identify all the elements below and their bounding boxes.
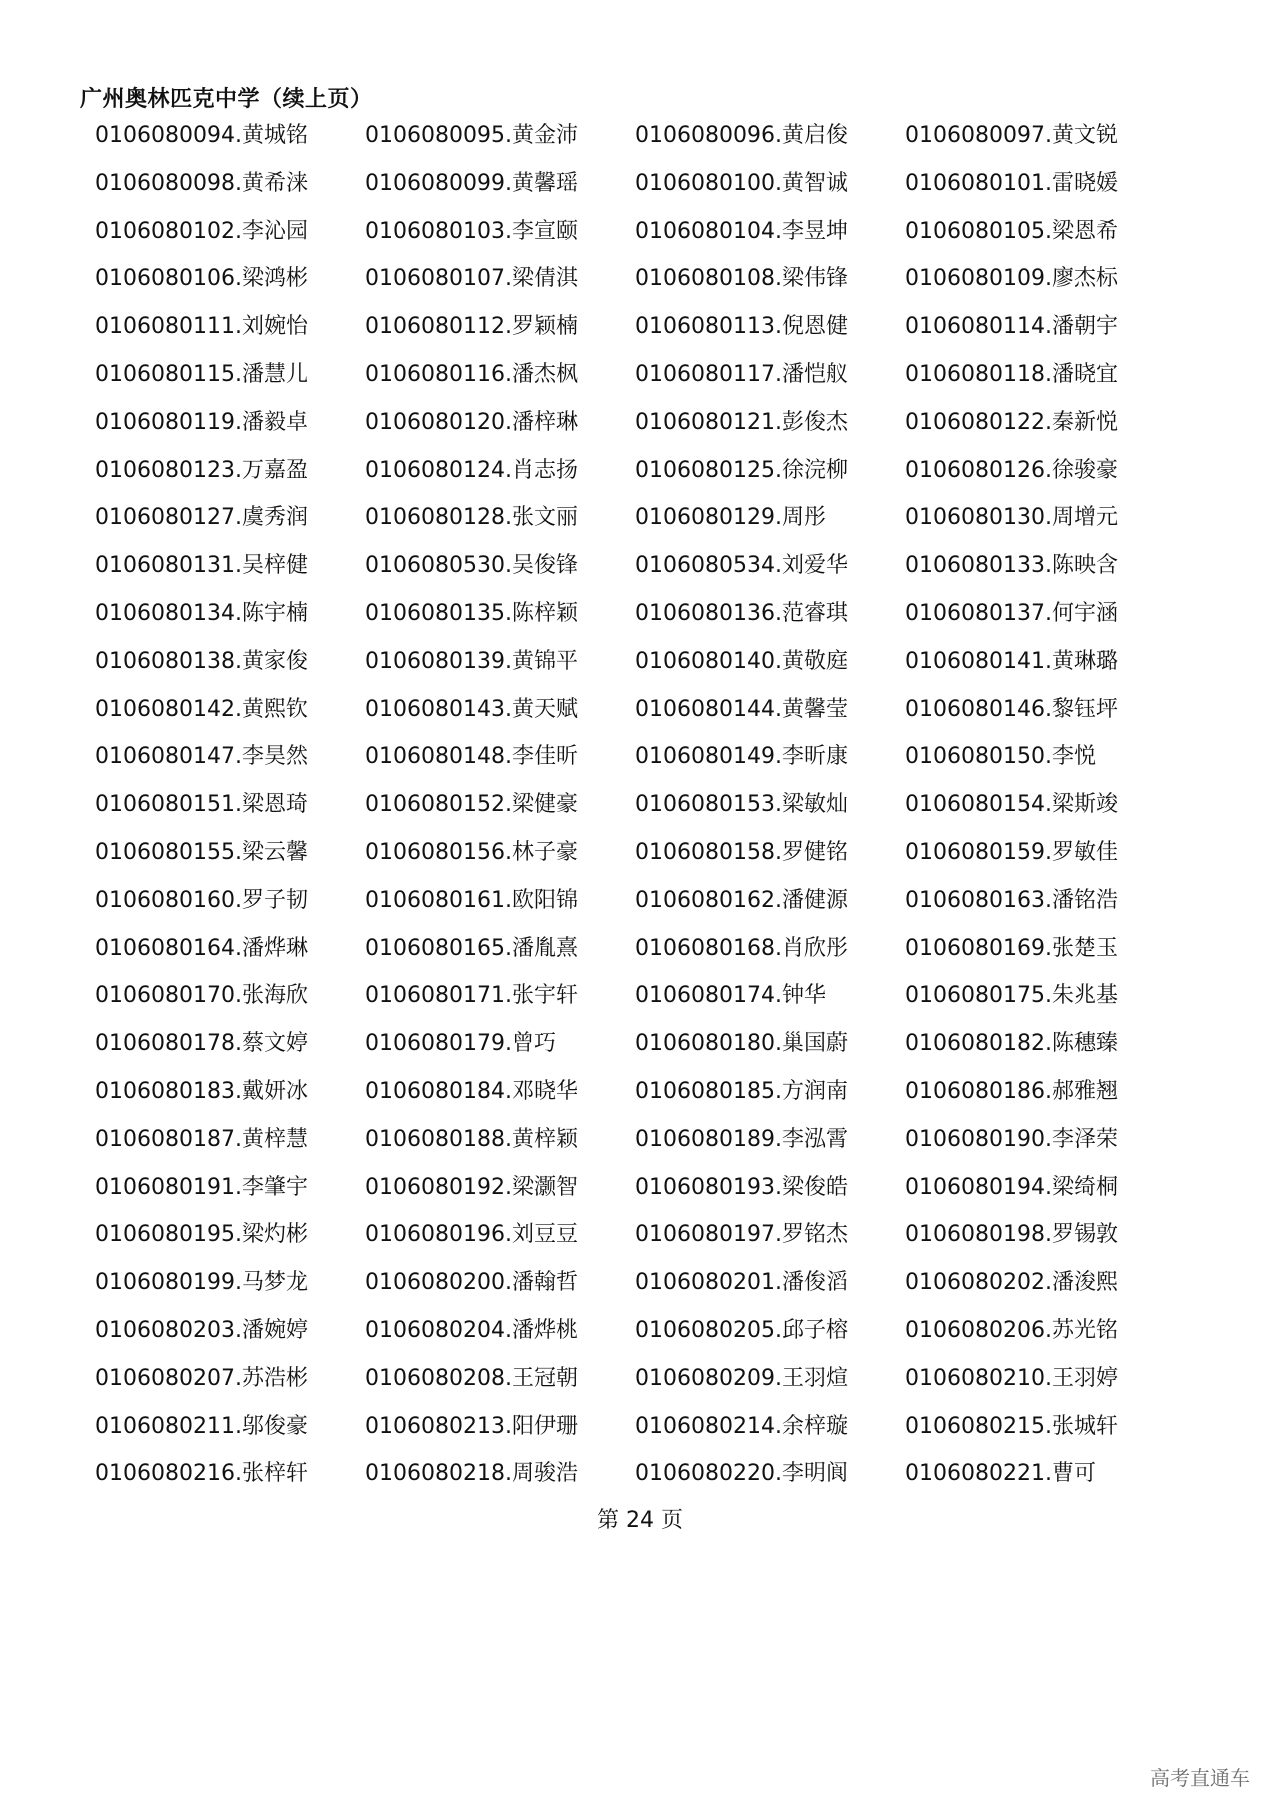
student-entry: 0106080107.梁倩淇: [365, 266, 578, 292]
student-entry: 0106080137.何宇涵: [905, 600, 1118, 626]
student-entry: 0106080197.罗铭杰: [635, 1222, 848, 1248]
student-entry: 0106080201.潘俊滔: [635, 1270, 848, 1296]
grid-row: [95, 1174, 1215, 1222]
student-entry: 0106080113.倪恩健: [635, 314, 848, 340]
grid-row: [95, 982, 1215, 1030]
grid-row: [95, 1269, 1215, 1317]
student-entry: 0106080111.刘婉怡: [95, 314, 308, 340]
grid-row: [95, 791, 1215, 839]
student-entry: 0106080214.余梓璇: [635, 1413, 848, 1439]
student-entry: 0106080207.苏浩彬: [95, 1365, 308, 1391]
student-entry: 0106080134.陈宇楠: [95, 600, 308, 626]
student-entry: 0106080192.梁灏智: [365, 1174, 578, 1200]
student-entry: 0106080189.李泓霄: [635, 1126, 848, 1152]
student-entry: 0106080106.梁鸿彬: [95, 266, 308, 292]
student-entry: 0106080095.黄金沛: [365, 123, 578, 148]
student-entry: 0106080175.朱兆基: [905, 983, 1118, 1009]
student-entry: 0106080097.黄文锐: [905, 123, 1118, 148]
student-entry: 0106080147.李昊然: [95, 744, 308, 770]
student-entry: 0106080123.万嘉盈: [95, 457, 308, 483]
grid-row: [95, 170, 1215, 218]
grid-row: [95, 1413, 1215, 1461]
student-entry: 0106080191.李肇宇: [95, 1174, 308, 1200]
student-entry: 0106080193.梁俊皓: [635, 1174, 848, 1200]
grid-row: [95, 265, 1215, 313]
grid-row: [95, 887, 1215, 935]
student-entry: 0106080199.马梦龙: [95, 1270, 308, 1296]
grid-row: [95, 600, 1215, 648]
student-entry: 0106080105.梁恩希: [905, 218, 1118, 244]
student-entry: 0106080153.梁敏灿: [635, 792, 848, 818]
student-entry: 0106080534.刘爱华: [635, 553, 848, 579]
student-entry: 0106080127.虞秀润: [95, 505, 308, 531]
grid-row: [95, 457, 1215, 505]
student-entry: 0106080187.黄梓慧: [95, 1126, 308, 1152]
student-entry: 0106080184.邓晓华: [365, 1078, 578, 1104]
student-entry: 0106080100.黄智诚: [635, 170, 848, 196]
student-entry: 0106080122.秦新悦: [905, 409, 1118, 435]
student-entry: 0106080152.梁健豪: [365, 792, 578, 818]
student-entry: 0106080183.戴妍冰: [95, 1078, 308, 1104]
student-entry: 0106080178.蔡文婷: [95, 1031, 308, 1057]
student-entry: 0106080169.张楚玉: [905, 935, 1118, 961]
student-entry: 0106080114.潘朝宇: [905, 314, 1118, 340]
student-entry: 0106080190.李泽荣: [905, 1126, 1118, 1152]
grid-row: [95, 935, 1215, 983]
student-entry: 0106080131.吴梓健: [95, 553, 308, 579]
student-entry: 0106080140.黄敬庭: [635, 648, 848, 674]
student-entry: 0106080117.潘恺舣: [635, 361, 848, 387]
student-entry: 0106080215.张城轩: [905, 1413, 1118, 1439]
grid-row: [95, 361, 1215, 409]
student-entry: 0106080136.范睿琪: [635, 600, 848, 626]
student-entry: 0106080112.罗颖楠: [365, 314, 578, 340]
student-entry: 0106080204.潘烨桃: [365, 1317, 578, 1343]
student-entry: 0106080101.雷晓媛: [905, 170, 1118, 196]
student-entry: 0106080108.梁伟锋: [635, 266, 848, 292]
student-entry: 0106080174.钟华: [635, 983, 826, 1009]
grid-row: [95, 504, 1215, 552]
student-entry: 0106080115.潘慧儿: [95, 361, 308, 387]
student-entry: 0106080165.潘胤熹: [365, 935, 578, 961]
student-entry: 0106080154.梁斯竣: [905, 792, 1118, 818]
student-entry: 0106080188.黄梓颖: [365, 1126, 578, 1152]
student-entry: 0106080121.彭俊杰: [635, 409, 848, 435]
student-entry: 0106080211.邬俊豪: [95, 1413, 308, 1439]
student-entry: 0106080156.林子豪: [365, 839, 578, 865]
student-entry: 0106080170.张海欣: [95, 983, 308, 1009]
student-entry: 0106080133.陈映含: [905, 553, 1118, 579]
student-entry: 0106080218.周骏浩: [365, 1461, 578, 1487]
student-entry: 0106080530.吴俊锋: [365, 553, 578, 579]
grid-row: [95, 1460, 1215, 1508]
student-entry: 0106080124.肖志扬: [365, 457, 578, 483]
student-entry: 0106080205.邱子榕: [635, 1317, 848, 1343]
student-entry: 0106080209.王羽煊: [635, 1365, 848, 1391]
student-entry: 0106080103.李宣颐: [365, 218, 578, 244]
grid-row: [95, 122, 1215, 170]
student-entry: 0106080146.黎钰坪: [905, 696, 1118, 722]
student-entry: 0106080198.罗锡敦: [905, 1222, 1118, 1248]
grid-row: [95, 313, 1215, 361]
student-entry: 0106080158.罗健铭: [635, 839, 848, 865]
student-entry: 0106080149.李昕康: [635, 744, 848, 770]
student-entry: 0106080182.陈穗臻: [905, 1031, 1118, 1057]
student-entry: 0106080096.黄启俊: [635, 123, 848, 148]
student-entry: 0106080139.黄锦平: [365, 648, 578, 674]
watermark-text: 高考直通车: [1150, 1766, 1250, 1790]
student-entry: 0106080185.方润南: [635, 1078, 848, 1104]
student-entry: 0106080216.张梓轩: [95, 1461, 308, 1487]
student-entry: 0106080126.徐骏豪: [905, 457, 1118, 483]
grid-row: [95, 839, 1215, 887]
student-entry: 0106080094.黄城铭: [95, 123, 308, 148]
student-entry: 0106080159.罗敏佳: [905, 839, 1118, 865]
grid-row: [95, 1365, 1215, 1413]
student-entry: 0106080206.苏光铭: [905, 1317, 1118, 1343]
student-entry: 0106080196.刘豆豆: [365, 1222, 578, 1248]
grid-row: [95, 696, 1215, 744]
student-entry: 0106080220.李明阆: [635, 1461, 848, 1487]
student-entry: 0106080168.肖欣彤: [635, 935, 848, 961]
student-entry: 0106080135.陈梓颖: [365, 600, 578, 626]
student-entry: 0106080125.徐浣柳: [635, 457, 848, 483]
student-entry: 0106080130.周增元: [905, 505, 1118, 531]
student-entry: 0106080221.曹可: [905, 1461, 1096, 1487]
grid-row: [95, 648, 1215, 696]
student-entry: 0106080118.潘晓宜: [905, 361, 1118, 387]
student-entry: 0106080160.罗子韧: [95, 887, 308, 913]
student-entry: 0106080186.郝雅翘: [905, 1078, 1118, 1104]
grid-row: [95, 743, 1215, 791]
grid-row: [95, 1317, 1215, 1365]
grid-row: [95, 1221, 1215, 1269]
student-entry: 0106080109.廖杰标: [905, 266, 1118, 292]
student-entry: 0106080141.黄琳璐: [905, 648, 1118, 674]
grid-row: [95, 1126, 1215, 1174]
student-entry: 0106080203.潘婉婷: [95, 1317, 308, 1343]
page-number: 第 24 页: [597, 1508, 683, 1533]
student-entry: 0106080098.黄希涞: [95, 170, 308, 196]
student-entry: 0106080102.李沁园: [95, 218, 308, 244]
student-entry: 0106080210.王羽婷: [905, 1365, 1118, 1391]
grid-row: [95, 409, 1215, 457]
student-entry: 0106080151.梁恩琦: [95, 792, 308, 818]
student-entry: 0106080128.张文丽: [365, 505, 578, 531]
student-entry: 0106080179.曾巧: [365, 1031, 556, 1057]
student-entry: 0106080195.梁灼彬: [95, 1222, 308, 1248]
student-entry: 0106080138.黄家俊: [95, 648, 308, 674]
student-entry: 0106080099.黄馨瑶: [365, 170, 578, 196]
student-entry: 0106080155.梁云馨: [95, 839, 308, 865]
student-entry: 0106080142.黄熙钦: [95, 696, 308, 722]
student-entry: 0106080213.阳伊珊: [365, 1413, 578, 1439]
student-name-grid: [95, 122, 1215, 1508]
grid-row: [95, 1030, 1215, 1078]
student-entry: 0106080163.潘铭浩: [905, 887, 1118, 913]
student-entry: 0106080171.张宇轩: [365, 983, 578, 1009]
student-entry: 0106080180.巢国蔚: [635, 1031, 848, 1057]
student-entry: 0106080116.潘杰枫: [365, 361, 578, 387]
grid-row: [95, 552, 1215, 600]
student-entry: 0106080161.欧阳锦: [365, 887, 578, 913]
student-entry: 0106080194.梁绮桐: [905, 1174, 1118, 1200]
student-entry: 0106080202.潘浚熙: [905, 1270, 1118, 1296]
student-entry: 0106080120.潘梓琳: [365, 409, 578, 435]
student-entry: 0106080144.黄馨莹: [635, 696, 848, 722]
student-entry: 0106080129.周彤: [635, 505, 826, 531]
student-entry: 0106080104.李昱坤: [635, 218, 848, 244]
student-entry: 0106080208.王冠朝: [365, 1365, 578, 1391]
student-entry: 0106080200.潘翰哲: [365, 1270, 578, 1296]
student-entry: 0106080143.黄天赋: [365, 696, 578, 722]
student-entry: 0106080119.潘毅卓: [95, 409, 308, 435]
grid-row: [95, 1078, 1215, 1126]
student-entry: 0106080164.潘烨琳: [95, 935, 308, 961]
grid-row: [95, 218, 1215, 266]
student-entry: 0106080162.潘健源: [635, 887, 848, 913]
student-entry: 0106080148.李佳昕: [365, 744, 578, 770]
student-entry: 0106080150.李悦: [905, 744, 1096, 770]
section-heading: 广州奥林匹克中学（续上页）: [80, 87, 373, 112]
